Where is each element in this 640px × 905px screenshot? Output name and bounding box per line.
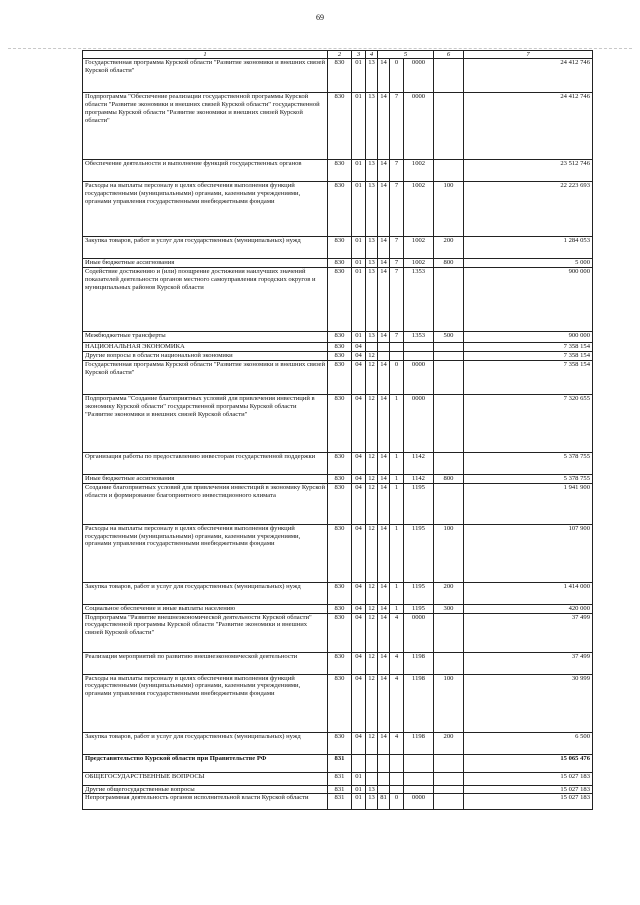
row-target-code-3-cell: 1002 [404,182,434,237]
row-target-code-1-cell: 14 [378,452,390,474]
row-expense-type-cell [434,452,464,474]
row-subsection-cell [366,772,378,785]
row-name-cell: Содействие достижению и (или) поощрение достижения наилучших значений показателей деятельности органов местного самоуправления городских округов и муниципальных районов Курской области [83,267,328,331]
row-target-code-3-cell: 1198 [404,674,434,732]
row-expense-type-cell [434,483,464,524]
row-expense-type-cell [434,160,464,182]
row-target-code-1-cell: 14 [378,237,390,259]
header-cell-6: 6 [434,51,464,59]
row-expense-type-cell: 800 [434,259,464,268]
row-target-code-2-cell: 1 [390,452,404,474]
table-row [83,772,593,785]
row-target-code-2-cell: 7 [390,331,404,342]
row-amount-cell: 900 000 [464,331,593,342]
row-target-code-3-cell: 0000 [404,360,434,394]
row-subsection-cell: 12 [366,674,378,732]
row-subsection-cell: 13 [366,182,378,237]
row-admin-code-cell: 830 [328,452,352,474]
row-admin-code-cell: 830 [328,160,352,182]
row-amount-cell: 900 000 [464,267,593,331]
row-target-code-3-cell: 1002 [404,259,434,268]
header-cell-5: 5 [378,51,434,59]
row-target-code-3-cell: 1195 [404,604,434,613]
row-target-code-1-cell [378,772,390,785]
row-name-cell: Подпрограмма "Обеспечение реализации государственной программы Курской области "Развитие экономики и внешних связей Курской области" государственной программы Курской области "Развитие экономики и внешних связей Курской области" [83,93,328,160]
row-target-code-1-cell: 14 [378,160,390,182]
row-amount-cell: 15 027 183 [464,794,593,810]
row-target-code-1-cell: 14 [378,474,390,483]
row-amount-cell: 15 027 183 [464,785,593,794]
row-admin-code-cell: 830 [328,93,352,160]
row-expense-type-cell: 100 [434,182,464,237]
table-row [83,474,593,483]
row-target-code-3-cell: 0000 [404,613,434,652]
row-target-code-2-cell: 7 [390,160,404,182]
row-admin-code-cell: 830 [328,331,352,342]
row-amount-cell: 15 065 476 [464,754,593,772]
row-name-cell: Расходы на выплаты персоналу в целях обеспечения выполнения функций государственными (муниципальными) органами, казенными учреждениями, органами управления государственными внебюджетными фондами [83,524,328,582]
header-cell-2: 2 [328,51,352,59]
row-section-cell [352,754,366,772]
row-amount-cell: 30 999 [464,674,593,732]
row-admin-code-cell: 830 [328,732,352,754]
row-target-code-2-cell: 7 [390,93,404,160]
row-target-code-3-cell: 1353 [404,267,434,331]
row-section-cell: 01 [352,772,366,785]
row-subsection-cell: 13 [366,160,378,182]
row-section-cell: 01 [352,182,366,237]
row-name-cell: Государственная программа Курской области "Развитие экономики и внешних связей Курской области" [83,360,328,394]
row-name-cell: Обеспечение деятельности и выполнение функций государственных органов [83,160,328,182]
row-subsection-cell: 12 [366,452,378,474]
row-amount-cell: 23 512 746 [464,160,593,182]
row-admin-code-cell: 830 [328,267,352,331]
table-row [83,331,593,342]
row-amount-cell: 107 900 [464,524,593,582]
row-section-cell: 04 [352,652,366,674]
row-name-cell: Межбюджетные трансферты [83,331,328,342]
row-target-code-1-cell [378,351,390,360]
row-target-code-2-cell: 0 [390,360,404,394]
row-subsection-cell: 12 [366,613,378,652]
row-target-code-3-cell: 0000 [404,794,434,810]
row-subsection-cell: 12 [366,652,378,674]
row-admin-code-cell: 830 [328,613,352,652]
row-name-cell: Иные бюджетные ассигнования [83,474,328,483]
row-admin-code-cell: 830 [328,259,352,268]
row-target-code-1-cell [378,785,390,794]
row-target-code-3-cell: 1195 [404,524,434,582]
row-expense-type-cell: 200 [434,582,464,604]
row-name-cell: Расходы на выплаты персоналу в целях обеспечения выполнения функций государственными (муниципальными) органами, казенными учреждениями, органами управления государственными внебюджетными фондами [83,674,328,732]
table-row [83,652,593,674]
row-target-code-3-cell [404,342,434,351]
row-expense-type-cell [434,794,464,810]
row-section-cell: 04 [352,674,366,732]
row-target-code-2-cell [390,351,404,360]
row-target-code-3-cell [404,351,434,360]
row-expense-type-cell [434,652,464,674]
row-admin-code-cell: 830 [328,182,352,237]
table-row [83,160,593,182]
row-section-cell: 04 [352,732,366,754]
row-admin-code-cell: 830 [328,674,352,732]
row-expense-type-cell [434,351,464,360]
header-cell-3: 3 [352,51,366,59]
row-target-code-2-cell [390,772,404,785]
row-target-code-2-cell: 4 [390,732,404,754]
table-row [83,674,593,732]
row-amount-cell: 1 284 053 [464,237,593,259]
row-target-code-1-cell: 14 [378,259,390,268]
row-section-cell: 01 [352,267,366,331]
row-target-code-3-cell: 1142 [404,474,434,483]
row-admin-code-cell: 830 [328,237,352,259]
row-subsection-cell: 12 [366,360,378,394]
row-target-code-1-cell: 14 [378,394,390,452]
row-section-cell: 01 [352,93,366,160]
row-expense-type-cell [434,59,464,93]
row-target-code-2-cell: 1 [390,604,404,613]
row-admin-code-cell: 830 [328,582,352,604]
row-amount-cell: 6 500 [464,732,593,754]
row-subsection-cell: 12 [366,732,378,754]
budget-table [82,50,593,810]
row-admin-code-cell: 830 [328,351,352,360]
row-target-code-1-cell: 14 [378,267,390,331]
row-section-cell: 01 [352,59,366,93]
row-target-code-3-cell: 1002 [404,237,434,259]
table-row [83,613,593,652]
row-target-code-2-cell: 0 [390,794,404,810]
row-section-cell: 01 [352,794,366,810]
page-number: 69 [316,13,324,22]
row-section-cell: 04 [352,483,366,524]
row-target-code-1-cell: 14 [378,93,390,160]
row-target-code-3-cell: 0000 [404,394,434,452]
row-target-code-2-cell [390,754,404,772]
row-amount-cell: 22 223 693 [464,182,593,237]
table-row [83,452,593,474]
row-section-cell: 01 [352,331,366,342]
row-subsection-cell: 13 [366,267,378,331]
row-target-code-3-cell: 1142 [404,452,434,474]
row-admin-code-cell: 831 [328,772,352,785]
row-subsection-cell [366,342,378,351]
row-expense-type-cell: 200 [434,237,464,259]
row-admin-code-cell: 830 [328,394,352,452]
table-row [83,342,593,351]
row-target-code-1-cell: 14 [378,604,390,613]
row-name-cell: Иные бюджетные ассигнования [83,259,328,268]
row-expense-type-cell [434,772,464,785]
header-cell-4: 4 [366,51,378,59]
row-expense-type-cell [434,342,464,351]
row-subsection-cell: 12 [366,351,378,360]
row-target-code-2-cell: 4 [390,613,404,652]
table-row [83,360,593,394]
row-expense-type-cell [434,613,464,652]
row-target-code-3-cell: 1198 [404,732,434,754]
table-row [83,794,593,810]
row-admin-code-cell: 831 [328,785,352,794]
table-row [83,267,593,331]
row-expense-type-cell [434,360,464,394]
table-row [83,93,593,160]
row-target-code-3-cell: 1002 [404,160,434,182]
table-row [83,182,593,237]
row-section-cell: 04 [352,452,366,474]
row-admin-code-cell: 830 [328,604,352,613]
row-section-cell: 04 [352,394,366,452]
row-subsection-cell: 12 [366,524,378,582]
row-amount-cell: 5 000 [464,259,593,268]
row-amount-cell: 7 358 154 [464,342,593,351]
row-target-code-1-cell: 81 [378,794,390,810]
row-target-code-2-cell: 7 [390,267,404,331]
row-name-cell: Расходы на выплаты персоналу в целях обеспечения выполнения функций государственными (муниципальными) органами, казенными учреждениями, органами управления государственными внебюджетными фондами [83,182,328,237]
row-target-code-1-cell [378,342,390,351]
row-expense-type-cell: 500 [434,331,464,342]
row-target-code-2-cell: 1 [390,582,404,604]
row-target-code-2-cell [390,342,404,351]
table-row [83,59,593,93]
row-name-cell: НАЦИОНАЛЬНАЯ ЭКОНОМИКА [83,342,328,351]
row-subsection-cell: 12 [366,604,378,613]
row-amount-cell: 15 027 183 [464,772,593,785]
row-section-cell: 01 [352,785,366,794]
row-amount-cell: 5 378 755 [464,452,593,474]
row-admin-code-cell: 830 [328,474,352,483]
row-target-code-1-cell: 14 [378,331,390,342]
row-section-cell: 04 [352,604,366,613]
page-divider [8,48,632,49]
table-row [83,394,593,452]
row-target-code-2-cell [390,785,404,794]
row-target-code-2-cell: 7 [390,237,404,259]
row-name-cell: ОБЩЕГОСУДАРСТВЕННЫЕ ВОПРОСЫ [83,772,328,785]
row-name-cell: Социальное обеспечение и иные выплаты населению [83,604,328,613]
table-header-row [83,51,593,59]
table-row [83,785,593,794]
row-amount-cell: 1 941 900 [464,483,593,524]
row-name-cell: Закупка товаров, работ и услуг для государственных (муниципальных) нужд [83,732,328,754]
row-expense-type-cell [434,785,464,794]
row-section-cell: 04 [352,351,366,360]
row-target-code-2-cell: 0 [390,59,404,93]
row-name-cell: Представительство Курской области при Правительстве РФ [83,754,328,772]
row-amount-cell: 24 412 746 [464,93,593,160]
row-name-cell: Другие вопросы в области национальной экономики [83,351,328,360]
row-subsection-cell: 13 [366,259,378,268]
row-expense-type-cell [434,267,464,331]
row-target-code-3-cell [404,772,434,785]
row-name-cell: Создание благоприятных условий для привлечения инвестиций в экономику Курской области и формирование благоприятного инвестиционного климата [83,483,328,524]
header-cell-7: 7 [464,51,593,59]
row-name-cell: Подпрограмма "Создание благоприятных условий для привлечения инвестиций в экономику Курской области" государственной программы Курской области "Развитие экономики и внешних связей Курской области" [83,394,328,452]
row-section-cell: 01 [352,160,366,182]
row-section-cell: 04 [352,474,366,483]
row-subsection-cell: 13 [366,785,378,794]
row-admin-code-cell: 831 [328,754,352,772]
row-section-cell: 04 [352,360,366,394]
row-section-cell: 01 [352,259,366,268]
row-amount-cell: 7 320 655 [464,394,593,452]
row-name-cell: Подпрограмма "Развитие внешнеэкономической деятельности Курской области" государственной программы Курской области "Развитие экономики и внешних связей Курской области" [83,613,328,652]
row-target-code-1-cell: 14 [378,652,390,674]
row-admin-code-cell: 830 [328,342,352,351]
row-target-code-1-cell: 14 [378,182,390,237]
row-target-code-1-cell: 14 [378,732,390,754]
row-subsection-cell: 13 [366,59,378,93]
row-target-code-2-cell: 4 [390,674,404,732]
row-target-code-3-cell: 0000 [404,59,434,93]
row-subsection-cell: 13 [366,331,378,342]
row-target-code-2-cell: 1 [390,394,404,452]
row-admin-code-cell: 830 [328,59,352,93]
row-target-code-2-cell: 4 [390,652,404,674]
row-name-cell: Другие общегосударственные вопросы [83,785,328,794]
table-row [83,351,593,360]
table-row [83,237,593,259]
row-expense-type-cell: 800 [434,474,464,483]
row-amount-cell: 37 499 [464,652,593,674]
row-section-cell: 04 [352,524,366,582]
row-expense-type-cell: 300 [434,604,464,613]
row-target-code-1-cell: 14 [378,524,390,582]
row-name-cell: Закупка товаров, работ и услуг для государственных (муниципальных) нужд [83,582,328,604]
table-row [83,524,593,582]
row-target-code-3-cell [404,785,434,794]
row-subsection-cell: 12 [366,394,378,452]
row-amount-cell: 420 000 [464,604,593,613]
row-name-cell: Реализация мероприятий по развитию внешнеэкономической деятельности [83,652,328,674]
row-expense-type-cell: 200 [434,732,464,754]
row-admin-code-cell: 830 [328,483,352,524]
row-target-code-2-cell: 7 [390,182,404,237]
row-amount-cell: 7 358 154 [464,351,593,360]
row-subsection-cell: 12 [366,483,378,524]
row-target-code-2-cell: 1 [390,474,404,483]
row-name-cell: Государственная программа Курской области "Развитие экономики и внешних связей Курской области" [83,59,328,93]
row-name-cell: Закупка товаров, работ и услуг для государственных (муниципальных) нужд [83,237,328,259]
row-expense-type-cell [434,93,464,160]
row-name-cell: Организация работы по предоставлению инвесторам государственной поддержки [83,452,328,474]
row-target-code-1-cell: 14 [378,360,390,394]
row-target-code-1-cell: 14 [378,59,390,93]
row-amount-cell: 24 412 746 [464,59,593,93]
table-row [83,259,593,268]
row-target-code-2-cell: 7 [390,259,404,268]
row-amount-cell: 7 358 154 [464,360,593,394]
row-target-code-3-cell: 1195 [404,582,434,604]
row-admin-code-cell: 831 [328,794,352,810]
row-target-code-2-cell: 1 [390,524,404,582]
row-target-code-1-cell [378,754,390,772]
row-target-code-1-cell: 14 [378,582,390,604]
row-section-cell: 04 [352,613,366,652]
row-subsection-cell: 12 [366,474,378,483]
row-subsection-cell [366,754,378,772]
row-target-code-2-cell: 1 [390,483,404,524]
row-amount-cell: 1 414 000 [464,582,593,604]
row-subsection-cell: 12 [366,582,378,604]
row-section-cell: 04 [352,582,366,604]
row-name-cell: Непрограммная деятельность органов исполнительной власти Курской области [83,794,328,810]
row-target-code-1-cell: 14 [378,674,390,732]
row-expense-type-cell: 100 [434,524,464,582]
table-row [83,582,593,604]
header-cell-1: 1 [83,51,328,59]
row-target-code-3-cell: 1198 [404,652,434,674]
row-target-code-3-cell: 0000 [404,93,434,160]
row-section-cell: 01 [352,237,366,259]
table-row [83,604,593,613]
row-subsection-cell: 13 [366,794,378,810]
table-row [83,754,593,772]
row-amount-cell: 5 378 755 [464,474,593,483]
row-target-code-3-cell: 1353 [404,331,434,342]
row-target-code-3-cell [404,754,434,772]
row-target-code-3-cell: 1195 [404,483,434,524]
row-target-code-1-cell: 14 [378,613,390,652]
row-admin-code-cell: 830 [328,360,352,394]
table-row [83,483,593,524]
row-expense-type-cell: 100 [434,674,464,732]
table-row [83,732,593,754]
row-subsection-cell: 13 [366,237,378,259]
row-amount-cell: 37 499 [464,613,593,652]
row-target-code-1-cell: 14 [378,483,390,524]
row-admin-code-cell: 830 [328,652,352,674]
row-expense-type-cell [434,394,464,452]
row-subsection-cell: 13 [366,93,378,160]
row-admin-code-cell: 830 [328,524,352,582]
row-section-cell: 04 [352,342,366,351]
row-expense-type-cell [434,754,464,772]
